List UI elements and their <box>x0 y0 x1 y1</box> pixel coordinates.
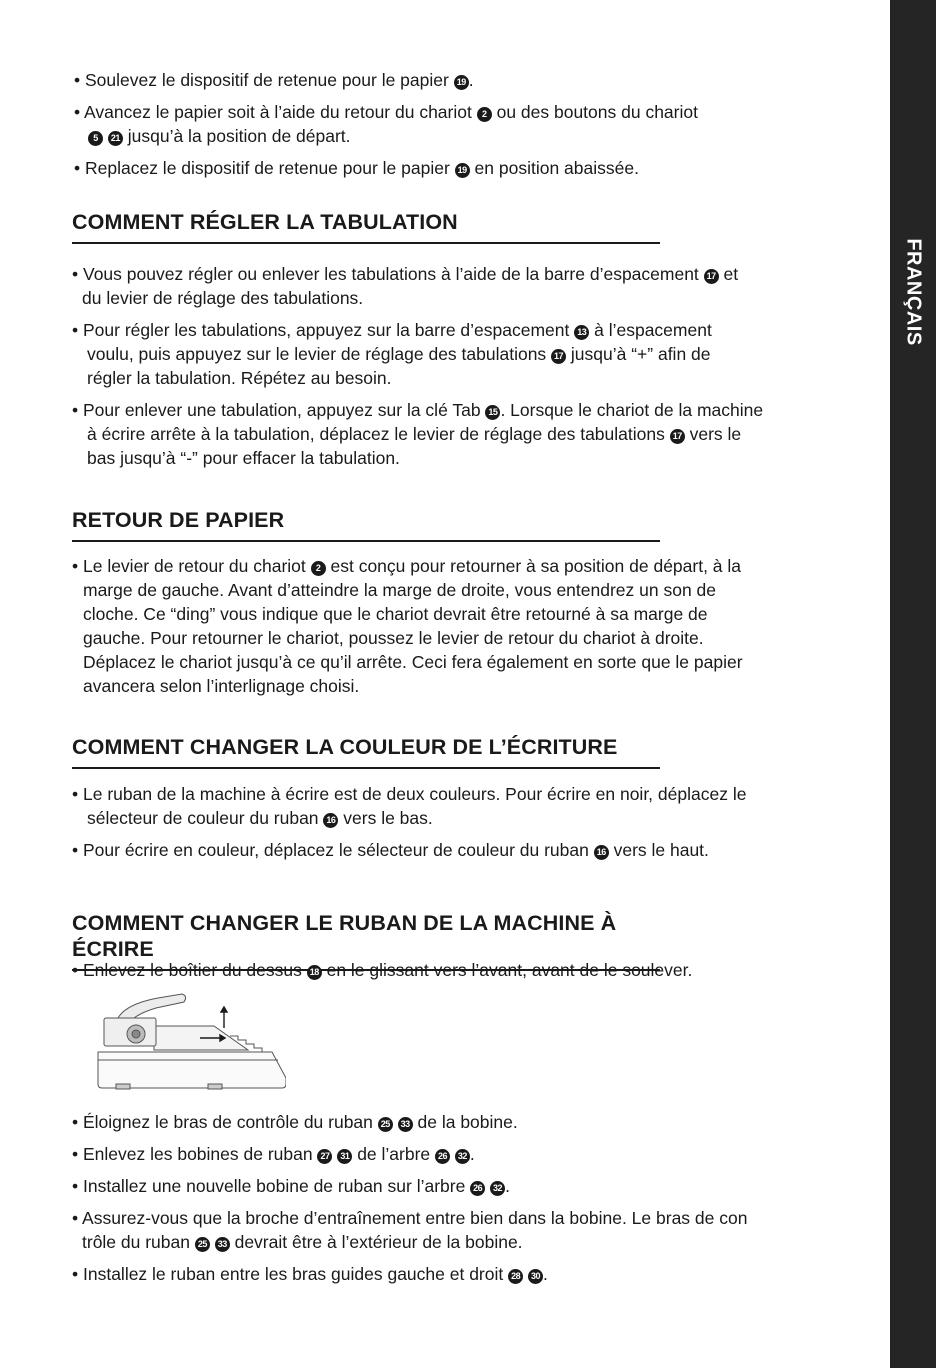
typewriter-foot-left <box>116 1084 130 1089</box>
color-bullet-2: • Pour écrire en couleur, déplacez le sélecteur de couleur du ruban 16 vers le haut. <box>72 840 709 860</box>
color-bullet-1: • Le ruban de la machine à écrire est de deux couleurs. Pour écrire en noir, déplacez le sélecteur de couleur du ruban 16 vers le bas. <box>72 784 747 828</box>
language-side-tab <box>890 0 936 1368</box>
callout-17-marker: 17 <box>704 269 719 284</box>
callout-25-marker: 25 <box>195 1237 210 1252</box>
intro-bullet-1: • Soulevez le dispositif de retenue pour le papier 19 . <box>74 70 474 90</box>
tabulation-bullet-3: • Pour enlever une tabulation, appuyez sur la clé Tab 15 . Lorsque le chariot de la machine à écrire arrête à la tabulation, déplacez le levier de réglage des tabulations 17 vers le bas jusqu’à “-” pour effacer la tabulation. <box>72 400 764 468</box>
callout-17-marker: 17 <box>551 349 566 364</box>
typewriter-foot-right <box>208 1084 222 1089</box>
callout-18-marker: 18 <box>307 965 322 980</box>
callout-25-marker: 25 <box>378 1117 393 1132</box>
callout-33-marker: 33 <box>215 1237 230 1252</box>
callout-26-marker: 26 <box>435 1149 450 1164</box>
callout-28-marker: 28 <box>508 1269 523 1284</box>
callout-2-marker: 2 <box>311 561 326 576</box>
callout-31-marker: 31 <box>337 1149 352 1164</box>
callout-32-marker: 32 <box>490 1181 505 1196</box>
ribbon-bullet-4: • Installez une nouvelle bobine de ruban sur l’arbre 26 32 . <box>72 1176 510 1196</box>
callout-19-marker: 19 <box>455 163 470 178</box>
callout-19-marker: 19 <box>454 75 469 90</box>
intro-bullet-3: • Replacez le dispositif de retenue pour le papier 19 en position abaissée. <box>74 158 639 178</box>
callout-27-marker: 27 <box>317 1149 332 1164</box>
callout-13-marker: 13 <box>574 325 589 340</box>
callout-16-marker: 16 <box>323 813 338 828</box>
heading-tabulation: COMMENT RÉGLER LA TABULATION <box>72 209 660 244</box>
language-label: FRANÇAIS <box>902 238 925 346</box>
heading-paper-return: RETOUR DE PAPIER <box>72 507 660 542</box>
lift-up-arrow-head <box>221 1007 227 1012</box>
heading-ribbon-change: COMMENT CHANGER LE RUBAN DE LA MACHINE À ÉCRIRE <box>72 910 660 971</box>
ribbon-bullet-2: • Éloignez le bras de contrôle du ruban 25 33 de la bobine. <box>72 1112 518 1132</box>
callout-26-marker: 26 <box>470 1181 485 1196</box>
callout-17-marker: 17 <box>670 429 685 444</box>
callout-30-marker: 30 <box>528 1269 543 1284</box>
callout-33-marker: 33 <box>398 1117 413 1132</box>
callout-21-marker: 21 <box>108 131 123 146</box>
callout-15-marker: 15 <box>485 405 500 420</box>
heading-ink-color: COMMENT CHANGER LA COULEUR DE L’ÉCRITURE <box>72 734 660 769</box>
ribbon-bullet-5: • Assurez-vous que la broche d’entraînement entre bien dans la bobine. Le bras de con trôle du ruban 25 33 devrait être à l’extérieur de la bobine. <box>72 1208 748 1252</box>
typewriter-base <box>98 1052 286 1088</box>
typewriter-cover-illustration <box>96 992 286 1092</box>
ribbon-bullet-1: • Enlevez le boîtier du dessus 18 en le glissant vers l’avant, avant de le soulever. <box>72 960 693 980</box>
platen-knob-center <box>132 1030 140 1038</box>
callout-5-marker: 5 <box>88 131 103 146</box>
ribbon-bullet-3: • Enlevez les bobines de ruban 27 31 de l’arbre 26 32 . <box>72 1144 475 1164</box>
callout-16-marker: 16 <box>594 845 609 860</box>
intro-bullet-2: • Avancez le papier soit à l’aide du retour du chariot 2 ou des boutons du chariot 5 21 jusqu’à la position de départ. <box>74 102 698 146</box>
callout-32-marker: 32 <box>455 1149 470 1164</box>
ribbon-bullet-6: • Installez le ruban entre les bras guides gauche et droit 28 30 . <box>72 1264 548 1284</box>
paper-return-paragraph: • Le levier de retour du chariot 2 est conçu pour retourner à sa position de départ, à la marge de gauche. Avant d’atteindre la marge de droite, vous entendrez un son de cloche. Ce “ding” vous indique que le chariot devrait être retourné à sa marge de gauche. Pour retourner le chariot, poussez le levier de retour du chariot à droite. Déplacez le chariot jusqu’à ce qu’il arrête. Ceci fera également en sorte que le papier avancera selon l’interlignage choisi. <box>72 556 743 696</box>
tabulation-bullet-1: • Vous pouvez régler ou enlever les tabulations à l’aide de la barre d’espacement 17 et du levier de réglage des tabulations. <box>72 264 739 308</box>
callout-2-marker: 2 <box>477 107 492 122</box>
tabulation-bullet-2: • Pour régler les tabulations, appuyez sur la barre d’espacement 13 à l’espacement voulu, puis appuyez sur le levier de réglage des tabulations 17 jusqu’à “+” afin de régler la tabulation. Répétez au besoin. <box>72 320 712 388</box>
